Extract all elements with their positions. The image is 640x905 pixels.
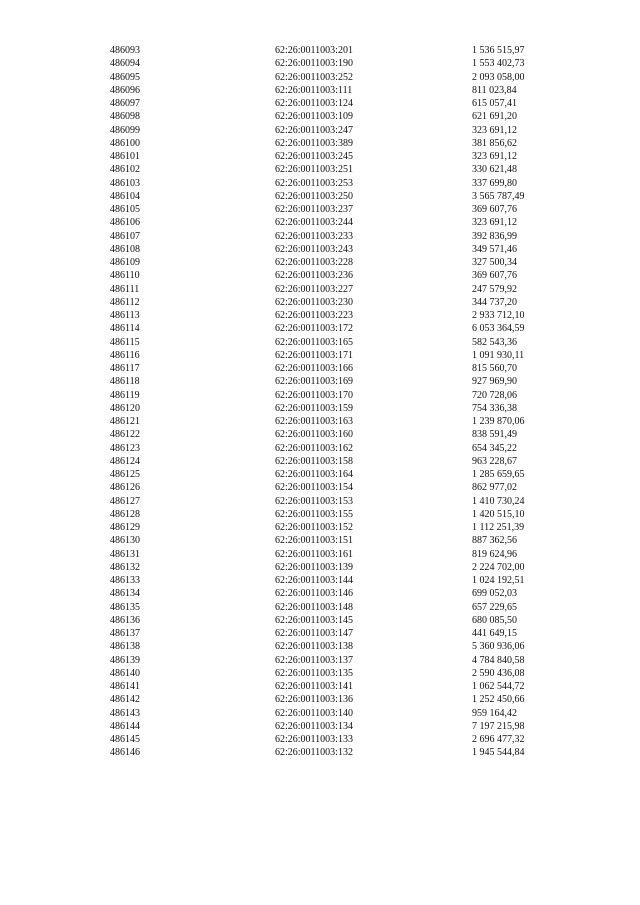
row-id-cell: 486102 [110,164,140,176]
value-cell: 1 062 544,72 [472,681,525,692]
cadastral-number-cell: 62:26:0011003:147 [275,628,353,639]
row-id-cell: 486096 [110,84,140,96]
cadastral-number-cell: 62:26:0011003:243 [275,243,353,255]
row-id-cell: 486123 [110,442,140,454]
value-cell: 2 933 712,10 [472,310,525,321]
table-body [110,44,562,760]
row-id-cell: 486101 [110,151,140,162]
cadastral-number-cell: 62:26:0011003:144 [275,575,353,586]
row-id-cell: 486125 [110,469,140,480]
table-row [110,415,562,428]
row-id-cell: 486126 [110,482,140,494]
value-cell: 392 836,99 [472,230,517,242]
cadastral-number-cell: 62:26:0011003:230 [275,296,353,308]
value-cell: 2 093 058,00 [472,71,525,83]
value-cell: 247 579,92 [472,283,517,295]
table-row [110,44,562,57]
table-row [110,375,562,388]
value-cell: 1 536 515,97 [472,45,525,56]
row-id-cell: 486135 [110,601,140,613]
table-row [110,190,562,203]
table-row [110,71,562,84]
table-row [110,601,562,614]
row-id-cell: 486114 [110,323,140,335]
value-cell: 582 543,36 [472,336,517,348]
table-row [110,150,562,163]
value-cell: 1 945 544,84 [472,747,525,759]
row-id-cell: 486110 [110,270,140,282]
value-cell: 7 197 215,98 [472,720,525,732]
row-id-cell: 486145 [110,734,140,745]
cadastral-number-cell: 62:26:0011003:172 [275,323,353,335]
cadastral-number-cell: 62:26:0011003:389 [275,137,353,149]
row-id-cell: 486120 [110,402,140,414]
row-id-cell: 486111 [110,283,140,295]
row-id-cell: 486098 [110,111,140,123]
cadastral-number-cell: 62:26:0011003:139 [275,561,353,573]
table-row [110,495,562,508]
table-row [110,57,562,70]
row-id-cell: 486109 [110,257,140,268]
table-row [110,283,562,296]
table-row [110,548,562,561]
value-cell: 720 728,06 [472,389,517,401]
value-cell: 369 607,76 [472,204,517,215]
cadastral-number-cell: 62:26:0011003:137 [275,654,353,666]
row-id-cell: 486139 [110,654,140,666]
cadastral-number-cell: 62:26:0011003:161 [275,548,353,560]
row-id-cell: 486095 [110,71,140,83]
cadastral-number-cell: 62:26:0011003:237 [275,204,353,215]
row-id-cell: 486093 [110,45,140,56]
row-id-cell: 486103 [110,177,140,189]
table-row [110,468,562,481]
value-cell: 811 023,84 [472,84,517,96]
cadastral-number-cell: 62:26:0011003:244 [275,217,353,229]
row-id-cell: 486116 [110,349,140,361]
row-id-cell: 486129 [110,522,140,533]
row-id-cell: 486121 [110,416,140,427]
table-row [110,362,562,375]
row-id-cell: 486106 [110,217,140,229]
row-id-cell: 486097 [110,98,140,109]
value-cell: 5 360 936,06 [472,641,525,653]
value-cell: 699 052,03 [472,588,517,600]
cadastral-number-cell: 62:26:0011003:151 [275,535,353,547]
table-row [110,587,562,600]
row-id-cell: 486115 [110,336,140,348]
cadastral-number-cell: 62:26:0011003:223 [275,310,353,321]
value-cell: 323 691,12 [472,124,517,136]
table-row [110,640,562,653]
row-id-cell: 486146 [110,747,140,759]
value-cell: 621 691,20 [472,111,517,123]
value-cell: 963 228,67 [472,455,517,467]
table-row [110,428,562,441]
cadastral-number-cell: 62:26:0011003:171 [275,349,353,361]
value-cell: 657 229,65 [472,601,517,613]
row-id-cell: 486130 [110,535,140,547]
cadastral-number-cell: 62:26:0011003:251 [275,164,353,176]
value-cell: 3 565 787,49 [472,190,525,202]
cadastral-number-cell: 62:26:0011003:166 [275,363,353,374]
row-id-cell: 486118 [110,376,140,388]
value-cell: 927 969,90 [472,376,517,388]
cadastral-number-cell: 62:26:0011003:201 [275,45,353,56]
table-row [110,733,562,746]
value-cell: 1 252 450,66 [472,694,525,706]
row-id-cell: 486132 [110,561,140,573]
cadastral-number-cell: 62:26:0011003:159 [275,402,353,414]
table-row [110,402,562,415]
table-row [110,243,562,256]
table-row [110,177,562,190]
value-cell: 862 977,02 [472,482,517,494]
value-cell: 344 737,20 [472,296,517,308]
value-cell: 838 591,49 [472,429,517,441]
cadastral-number-cell: 62:26:0011003:158 [275,455,353,467]
cadastral-number-cell: 62:26:0011003:154 [275,482,353,494]
value-cell: 1 091 930,11 [472,349,525,361]
table-row [110,256,562,269]
cadastral-number-cell: 62:26:0011003:162 [275,442,353,454]
table-row [110,309,562,322]
table-row [110,230,562,243]
cadastral-number-cell: 62:26:0011003:250 [275,190,353,202]
value-cell: 1 024 192,51 [472,575,525,586]
row-id-cell: 486127 [110,495,140,507]
table-row [110,322,562,335]
row-id-cell: 486119 [110,389,140,401]
cadastral-number-cell: 62:26:0011003:109 [275,111,353,123]
cadastral-number-cell: 62:26:0011003:148 [275,601,353,613]
row-id-cell: 486108 [110,243,140,255]
cadastral-number-cell: 62:26:0011003:146 [275,588,353,600]
cadastral-number-cell: 62:26:0011003:124 [275,98,353,109]
cadastral-number-cell: 62:26:0011003:245 [275,151,353,162]
table-row [110,627,562,640]
table-row [110,707,562,720]
value-cell: 2 696 477,32 [472,734,525,745]
cadastral-number-cell: 62:26:0011003:247 [275,124,353,136]
cadastral-number-cell: 62:26:0011003:111 [275,84,353,96]
value-cell: 1 285 659,65 [472,469,525,480]
cadastral-number-cell: 62:26:0011003:145 [275,614,353,626]
table-row [110,574,562,587]
row-id-cell: 486100 [110,137,140,149]
row-id-cell: 486117 [110,363,140,374]
row-id-cell: 486113 [110,310,140,321]
value-cell: 1 420 515,10 [472,508,525,520]
value-cell: 323 691,12 [472,217,517,229]
value-cell: 754 336,38 [472,402,517,414]
cadastral-number-cell: 62:26:0011003:165 [275,336,353,348]
table-row [110,124,562,137]
table-row [110,534,562,547]
table-row [110,746,562,759]
cadastral-number-cell: 62:26:0011003:153 [275,495,353,507]
row-id-cell: 486143 [110,707,140,719]
value-cell: 323 691,12 [472,151,517,162]
cadastral-number-cell: 62:26:0011003:233 [275,230,353,242]
row-id-cell: 486138 [110,641,140,653]
value-cell: 441 649,15 [472,628,517,639]
cadastral-number-cell: 62:26:0011003:138 [275,641,353,653]
value-cell: 381 856,62 [472,137,517,149]
value-cell: 680 085,50 [472,614,517,626]
row-id-cell: 486134 [110,588,140,600]
value-cell: 615 057,41 [472,98,517,109]
row-id-cell: 486105 [110,204,140,215]
cadastral-number-cell: 62:26:0011003:132 [275,747,353,759]
table-row [110,110,562,123]
row-id-cell: 486094 [110,58,140,70]
table-row [110,508,562,521]
cadastral-number-cell: 62:26:0011003:136 [275,694,353,706]
table-row [110,667,562,680]
row-id-cell: 486107 [110,230,140,242]
table-row [110,481,562,494]
row-id-cell: 486141 [110,681,140,692]
row-id-cell: 486104 [110,190,140,202]
cadastral-number-cell: 62:26:0011003:169 [275,376,353,388]
value-cell: 2 224 702,00 [472,561,525,573]
value-cell: 654 345,22 [472,442,517,454]
table-row [110,614,562,627]
table-row [110,97,562,110]
value-cell: 330 621,48 [472,164,517,176]
table-row [110,163,562,176]
value-cell: 887 362,56 [472,535,517,547]
cadastral-number-cell: 62:26:0011003:164 [275,469,353,480]
table-row [110,680,562,693]
value-cell: 819 624,96 [472,548,517,560]
table-row [110,654,562,667]
row-id-cell: 486128 [110,508,140,520]
cadastral-number-cell: 62:26:0011003:155 [275,508,353,520]
cadastral-number-cell: 62:26:0011003:133 [275,734,353,745]
row-id-cell: 486124 [110,455,140,467]
cadastral-number-cell: 62:26:0011003:190 [275,58,353,70]
value-cell: 369 607,76 [472,270,517,282]
table-row [110,336,562,349]
row-id-cell: 486140 [110,667,140,679]
row-id-cell: 486142 [110,694,140,706]
cadastral-number-cell: 62:26:0011003:152 [275,522,353,533]
cadastral-number-cell: 62:26:0011003:160 [275,429,353,441]
table-row [110,442,562,455]
table-row [110,216,562,229]
row-id-cell: 486099 [110,124,140,136]
row-id-cell: 486144 [110,720,140,732]
row-id-cell: 486136 [110,614,140,626]
table-row [110,349,562,362]
table-row [110,561,562,574]
cadastral-number-cell: 62:26:0011003:134 [275,720,353,732]
data-table [110,44,562,760]
row-id-cell: 486131 [110,548,140,560]
cadastral-number-cell: 62:26:0011003:252 [275,71,353,83]
value-cell: 2 590 436,08 [472,667,525,679]
value-cell: 1 239 870,06 [472,416,525,427]
table-row [110,521,562,534]
table-row [110,203,562,216]
value-cell: 1 112 251,39 [472,522,525,533]
cadastral-number-cell: 62:26:0011003:228 [275,257,353,268]
cadastral-number-cell: 62:26:0011003:227 [275,283,353,295]
row-id-cell: 486112 [110,296,140,308]
table-row [110,693,562,706]
cadastral-number-cell: 62:26:0011003:141 [275,681,353,692]
row-id-cell: 486122 [110,429,140,441]
value-cell: 327 500,34 [472,257,517,268]
cadastral-number-cell: 62:26:0011003:163 [275,416,353,427]
table-row [110,296,562,309]
value-cell: 337 699,80 [472,177,517,189]
table-row [110,389,562,402]
row-id-cell: 486137 [110,628,140,639]
value-cell: 4 784 840,58 [472,654,525,666]
table-row [110,137,562,150]
cadastral-number-cell: 62:26:0011003:135 [275,667,353,679]
table-row [110,455,562,468]
cadastral-number-cell: 62:26:0011003:253 [275,177,353,189]
value-cell: 1 410 730,24 [472,495,525,507]
cadastral-number-cell: 62:26:0011003:140 [275,707,353,719]
table-row [110,84,562,97]
row-id-cell: 486133 [110,575,140,586]
value-cell: 815 560,70 [472,363,517,374]
value-cell: 1 553 402,73 [472,58,525,70]
cadastral-number-cell: 62:26:0011003:170 [275,389,353,401]
value-cell: 349 571,46 [472,243,517,255]
table-row [110,269,562,282]
table-row [110,720,562,733]
value-cell: 959 164,42 [472,707,517,719]
cadastral-number-cell: 62:26:0011003:236 [275,270,353,282]
value-cell: 6 053 364,59 [472,323,525,335]
